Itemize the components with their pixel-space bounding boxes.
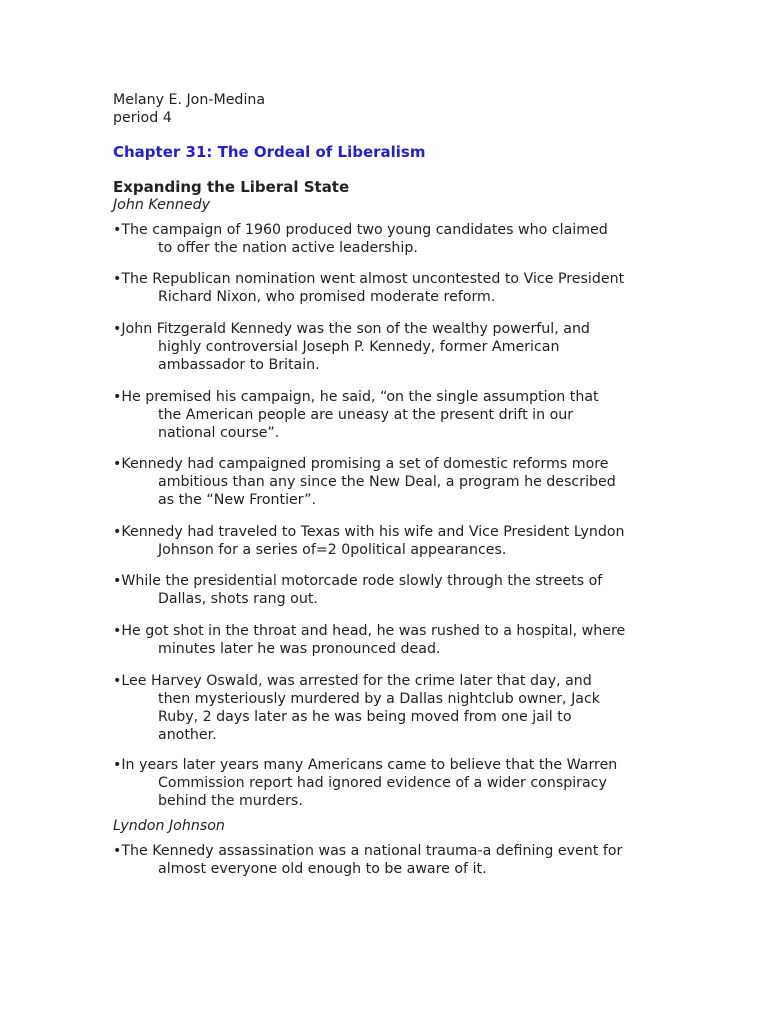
bullet-line: then mysteriously murdered by a Dallas nightclub owner, Jack — [158, 691, 600, 707]
bullet-line: almost everyone old enough to be aware of it. — [158, 861, 487, 877]
bullet-line: highly controversial Joseph P. Kennedy, former American — [158, 339, 560, 355]
bullet-item — [113, 523, 673, 559]
bullet-line: •The Kennedy assassination was a national trauma-a defining event for — [113, 843, 623, 859]
bullet-line: •Lee Harvey Oswald, was arrested for the crime later that day, and — [113, 673, 592, 689]
subsection-title-lyndon-johnson: Lyndon Johnson — [113, 818, 225, 834]
bullet-item — [113, 622, 673, 658]
bullet-item — [113, 455, 673, 509]
bullet-line: to offer the nation active leadership. — [158, 240, 418, 256]
bullet-line: Ruby, 2 days later as he was being moved from one jail to — [158, 709, 572, 725]
bullet-line: •Kennedy had traveled to Texas with his wife and Vice President Lyndon — [113, 524, 625, 540]
bullet-item — [113, 842, 673, 878]
bullet-line: ambassador to Britain. — [158, 357, 320, 373]
bullet-item — [113, 320, 673, 374]
bullet-line: as the “New Frontier”. — [158, 492, 317, 508]
bullet-line: •In years later years many Americans came to believe that the Warren — [113, 757, 618, 773]
bullet-line: Dallas, shots rang out. — [158, 591, 318, 607]
bullet-line: another. — [158, 727, 217, 743]
bullet-item — [113, 572, 673, 608]
bullet-line: ambitious than any since the New Deal, a program he described — [158, 474, 616, 490]
bullet-line: •John Fitzgerald Kennedy was the son of the wealthy powerful, and — [113, 321, 590, 337]
bullet-line: minutes later he was pronounced dead. — [158, 641, 441, 657]
bullet-line: Richard Nixon, who promised moderate reform. — [158, 289, 496, 305]
bullet-item — [113, 270, 673, 306]
bullet-line: •Kennedy had campaigned promising a set of domestic reforms more — [113, 456, 609, 472]
bullet-line: •The Republican nomination went almost uncontested to Vice President — [113, 271, 625, 287]
bullet-line: national course”. — [158, 425, 280, 441]
author-name: Melany E. Jon-Medina — [113, 92, 266, 108]
chapter-title: Chapter 31: The Ordeal of Liberalism — [113, 143, 426, 161]
bullet-line: •He got shot in the throat and head, he was rushed to a hospital, where — [113, 623, 626, 639]
bullet-line: •While the presidential motorcade rode slowly through the streets of — [113, 573, 603, 589]
bullet-line: Commission report had ignored evidence of a wider conspiracy — [158, 775, 607, 791]
bullet-item — [113, 672, 673, 744]
subsection-title-john-kennedy: John Kennedy — [113, 197, 210, 213]
class-period: period 4 — [113, 110, 172, 126]
bullet-line: •He premised his campaign, he said, “on the single assumption that — [113, 389, 599, 405]
bullet-item — [113, 221, 673, 257]
bullet-line: the American people are uneasy at the present drift in our — [158, 407, 574, 423]
bullet-line: behind the murders. — [158, 793, 303, 809]
bullet-item — [113, 756, 673, 810]
bullet-item — [113, 388, 673, 442]
author-block — [113, 91, 265, 127]
section-title: Expanding the Liberal State — [113, 178, 350, 196]
bullet-line: •The campaign of 1960 produced two young candidates who claimed — [113, 222, 608, 238]
bullet-line: Johnson for a series of=2 0political appearances. — [158, 542, 507, 558]
